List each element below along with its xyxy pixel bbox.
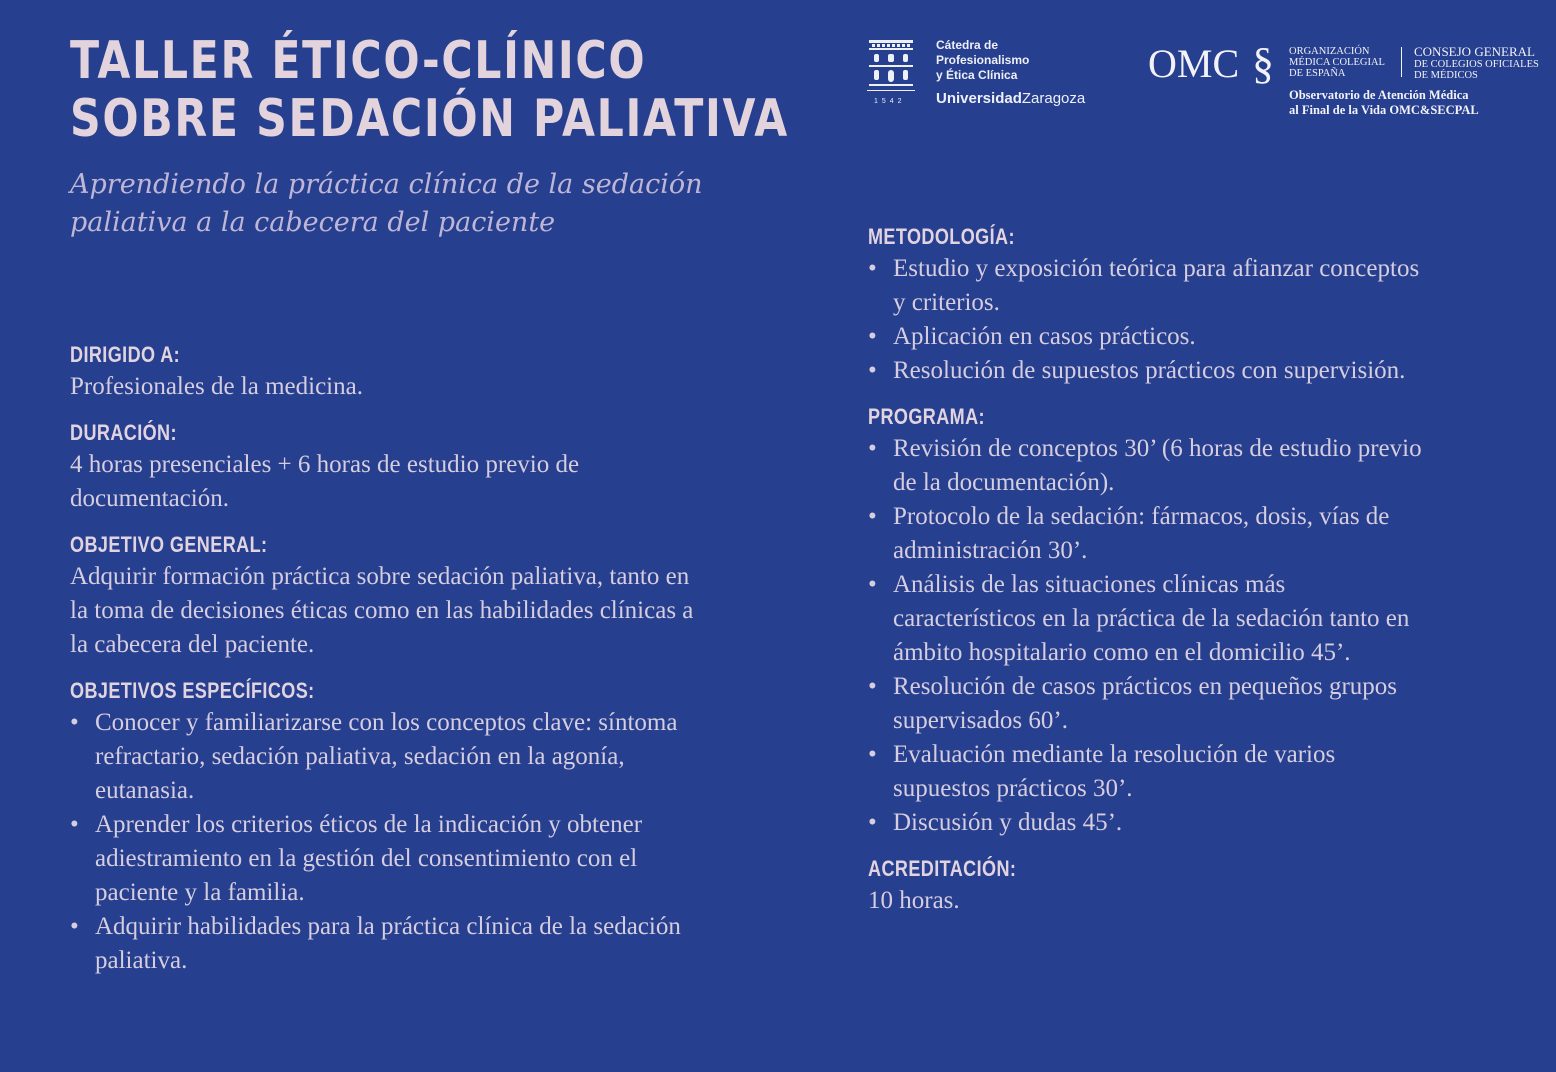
page-title (70, 32, 789, 148)
dirigido-text: Profesionales de la medicina. (70, 373, 363, 400)
university-building-icon (866, 38, 916, 100)
list-item: • Evaluación mediante la resolución de varios supuestos prácticos 30’. (868, 738, 1428, 806)
observatorio-name: Observatorio de Atención Médica al Final de la Vida OMC&SECPAL (1289, 88, 1479, 117)
objetivo-general-text: Adquirir formación práctica sobre sedación paliativa, tanto en la toma de decisiones éticas como en las habilidades clínicas a la cabecera del paciente. (70, 563, 694, 658)
list-item: • Conocer y familiarizarse con los conceptos clave: síntoma refractario, sedación paliativa, sedación en la agonía, eutanasia. (70, 706, 710, 808)
omc-wordmark: OMC (1148, 41, 1240, 86)
left-column (70, 340, 710, 992)
metodologia-list (868, 252, 1428, 388)
acreditacion-heading: ACREDITACIÓN: (868, 856, 1017, 881)
catedra-name: Cátedra de Profesionalismo y Ética Clínica (936, 38, 1030, 82)
list-item: • Adquirir habilidades para la práctica clínica de la sedación paliativa. (70, 910, 710, 978)
list-item: • Análisis de las situaciones clínicas más característicos en la práctica de la sedación tanto en ámbito hospitalario como en el domicilio 45’. (868, 568, 1428, 670)
section-symbol-icon: § (1252, 39, 1274, 88)
programa-list (868, 432, 1428, 840)
logo-divider (1401, 47, 1402, 77)
universidad-zaragoza-logo (866, 38, 1126, 112)
list-item: • Protocolo de la sedación: fármacos, dosis, vías de administración 30’. (868, 500, 1428, 568)
list-item: • Estudio y exposición teórica para afianzar conceptos y criterios. (868, 252, 1428, 320)
university-founding-year: 1542 (874, 98, 906, 105)
title-line-2: SOBRE SEDACIÓN PALIATIVA (70, 89, 789, 149)
consejo-general-name: CONSEJO GENERAL DE COLEGIOS OFICIALES DE MÉDICOS (1414, 44, 1539, 81)
list-item: • Discusión y dudas 45’. (868, 806, 1428, 840)
duracion-text: 4 horas presenciales + 6 horas de estudio previo de documentación. (70, 451, 580, 512)
programa-heading: PROGRAMA: (868, 404, 985, 429)
list-item: • Resolución de supuestos prácticos con supervisión. (868, 354, 1428, 388)
right-column (868, 222, 1428, 932)
list-item: • Aprender los criterios éticos de la indicación y obtener adiestramiento en la gestión del consentimiento con el paciente y la familia. (70, 808, 710, 910)
objetivos-especificos-list (70, 706, 710, 978)
duracion-heading: DURACIÓN: (70, 420, 177, 445)
university-name: UniversidadZaragoza (936, 90, 1086, 107)
list-item: • Resolución de casos prácticos en pequeños grupos supervisados 60’. (868, 670, 1428, 738)
metodologia-heading: METODOLOGÍA: (868, 224, 1015, 249)
dirigido-heading: DIRIGIDO A: (70, 342, 181, 367)
omc-logo (1148, 40, 1548, 120)
page-subtitle: Aprendiendo la práctica clínica de la sedación paliativa a la cabecera del paciente (70, 169, 703, 238)
list-item: • Aplicación en casos prácticos. (868, 320, 1428, 354)
omc-organization-name: ORGANIZACIÓN MÉDICA COLEGIAL DE ESPAÑA (1289, 46, 1385, 79)
list-item: • Revisión de conceptos 30’ (6 horas de estudio previo de la documentación). (868, 432, 1428, 500)
acreditacion-text: 10 horas. (868, 887, 960, 914)
objetivos-especificos-heading: OBJETIVOS ESPECÍFICOS: (70, 678, 315, 703)
objetivo-general-heading: OBJETIVO GENERAL: (70, 532, 268, 557)
title-line-1: TALLER ÉTICO-CLÍNICO (70, 31, 647, 91)
